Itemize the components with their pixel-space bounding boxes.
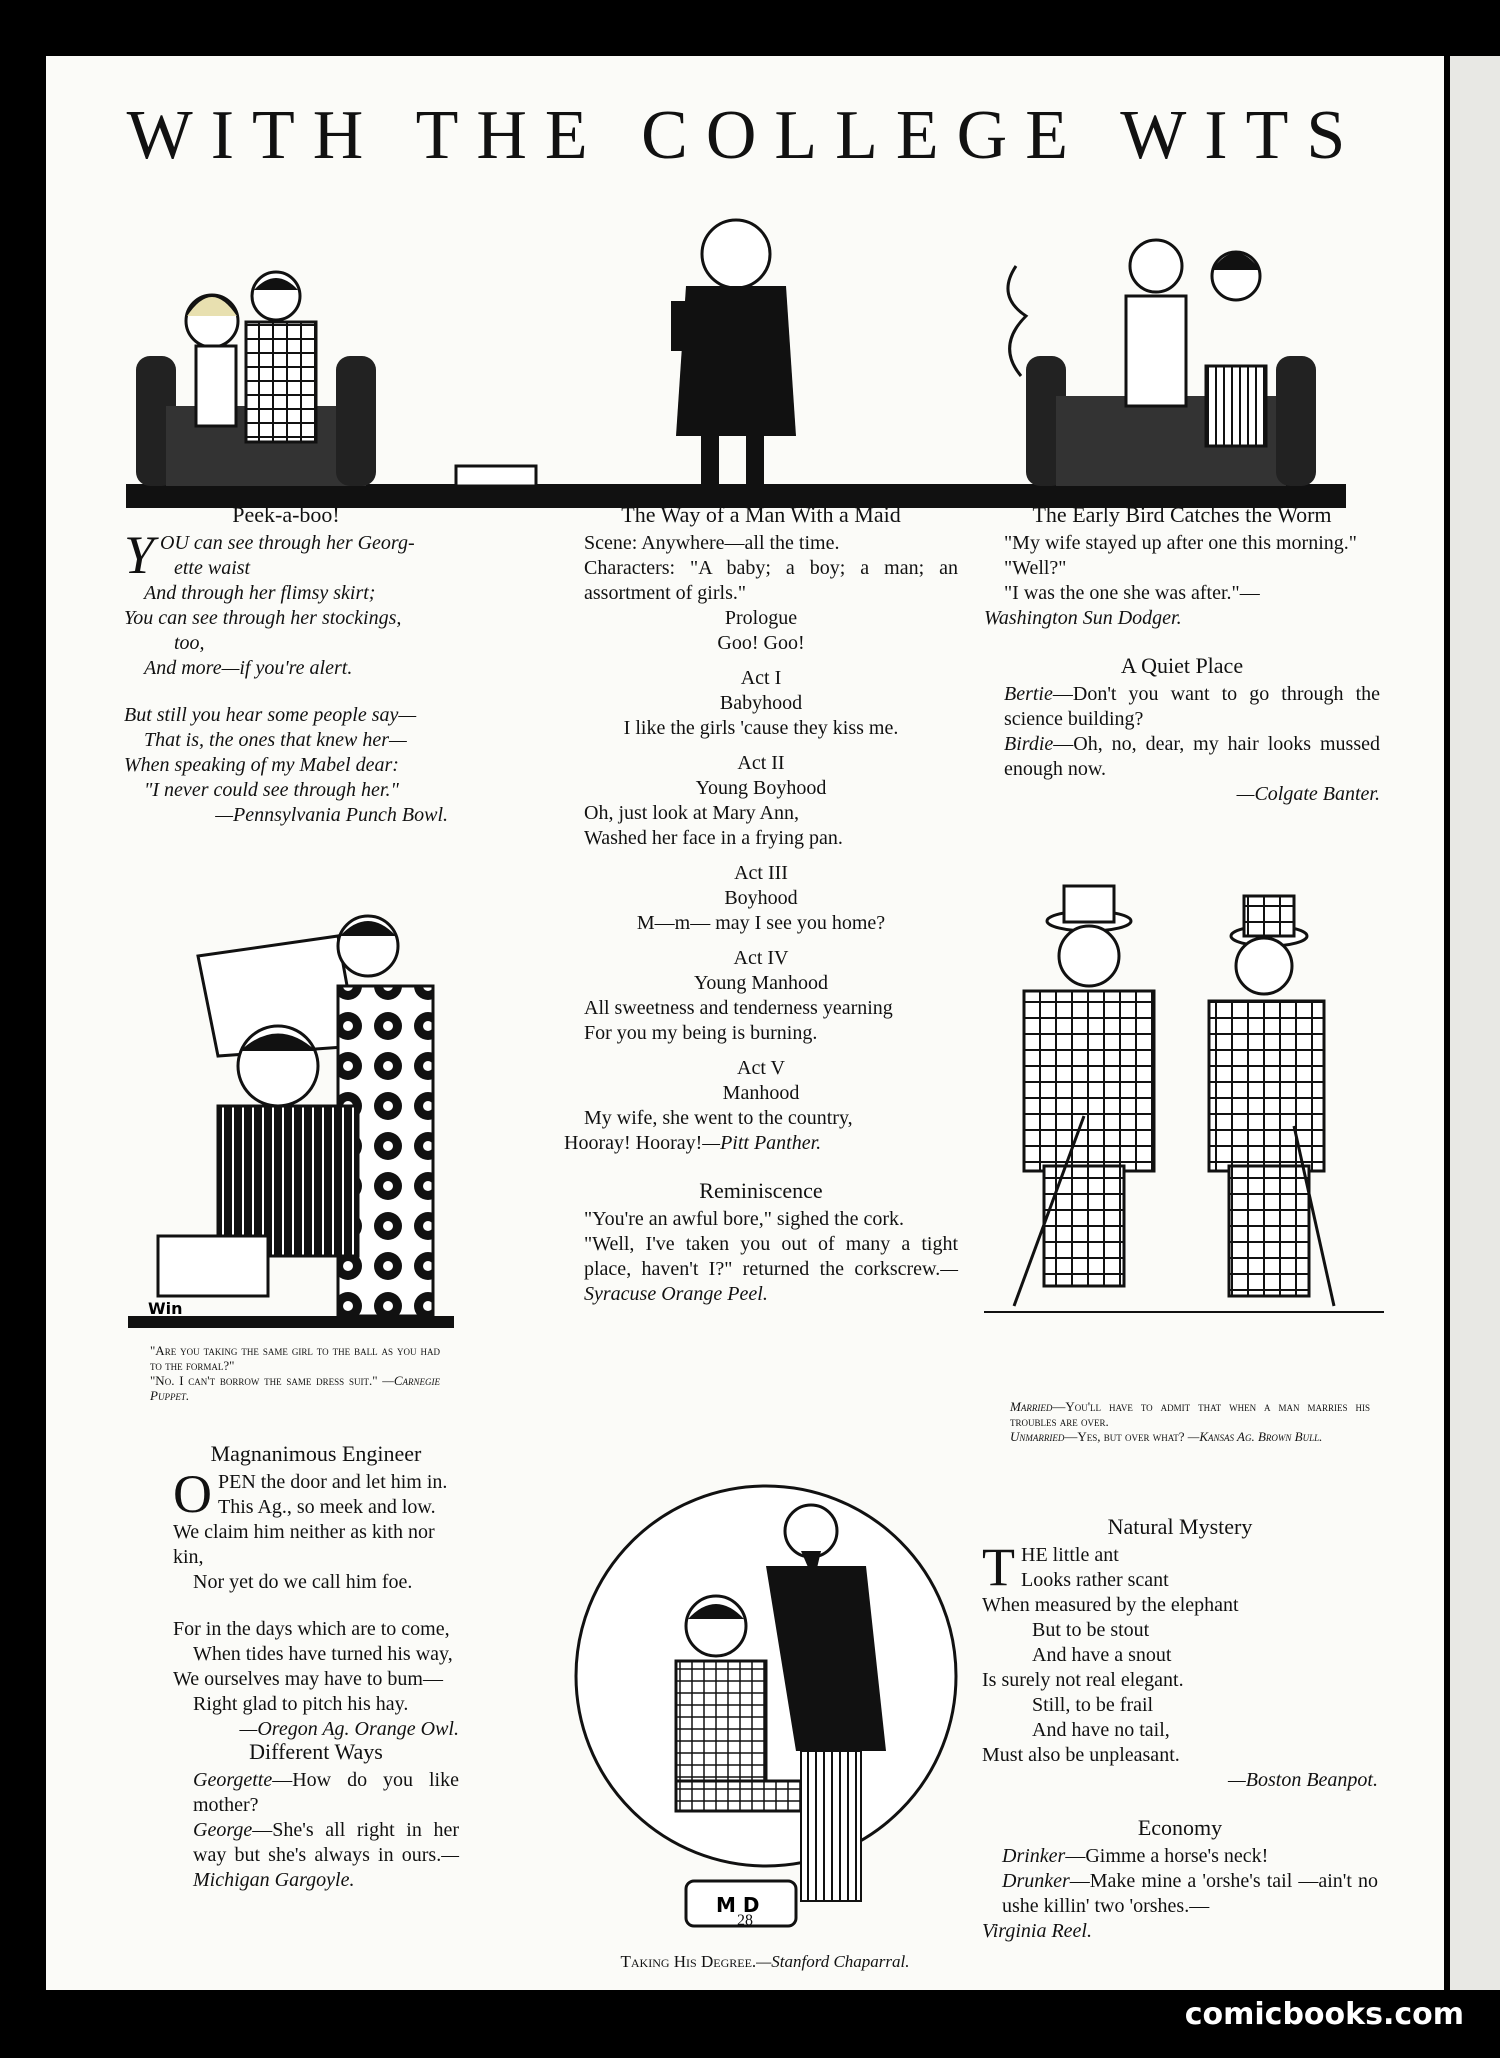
- magazine-page: [46, 56, 1444, 1990]
- play-line: Goo! Goo!: [717, 632, 805, 654]
- cartoon-newspaper: [128, 846, 454, 1376]
- dialogue: —How do you like mother?: [193, 1769, 459, 1816]
- poem-line: too,: [174, 632, 205, 654]
- act-title: Babyhood: [719, 692, 803, 714]
- page-title: WITH THE COLLEGE WITS: [126, 97, 1364, 174]
- source-credit: —Pitt Panther.: [702, 1132, 822, 1154]
- joke-text: "Well, I've taken you out of many a tight place, haven't I?" returned the corkscrew.: [584, 1233, 958, 1280]
- source-credit: —Pennsylvania Punch Bowl.: [215, 804, 448, 826]
- dialogue: —Oh, no, dear, my hair looks mussed enough now.: [1004, 733, 1380, 780]
- poem-line: OU can see through her Georg-: [160, 532, 415, 554]
- act-heading: Act V: [737, 1057, 785, 1079]
- poem-line: You can see through her stockings,: [124, 607, 402, 629]
- speaker: Drinker: [1002, 1845, 1066, 1867]
- cartoon-two-men: [984, 866, 1384, 1316]
- joke-title: Different Ways: [249, 1739, 383, 1764]
- source-credit: Washington Sun Dodger.: [984, 607, 1182, 629]
- joke-text: "I was the one she was after."—: [1004, 582, 1260, 604]
- poem-line: Right glad to pitch his hay.: [193, 1693, 409, 1715]
- play-line: Characters: "A baby; a boy; a man; an assortment of girls.": [584, 557, 958, 604]
- poem-line: HE little ant: [1021, 1544, 1119, 1566]
- speaker: Drunker: [1002, 1870, 1070, 1892]
- poem-line: Looks rather scant: [1021, 1569, 1169, 1591]
- joke-text: "My wife stayed up after one this morning.": [1004, 532, 1357, 554]
- source-credit: —Colgate Banter.: [1236, 783, 1380, 805]
- source-credit: Virginia Reel.: [982, 1920, 1092, 1942]
- caption-line: —Yes, but over what?: [1064, 1429, 1185, 1444]
- source-credit: —Kansas Ag. Brown Bull.: [1187, 1429, 1323, 1444]
- play-line: I like the girls 'cause they kiss me.: [623, 717, 899, 739]
- drop-cap: Y: [124, 525, 155, 585]
- dialogue: —Make mine a 'orshe's tail —ain't no ushe killin' two 'orshes.—: [1002, 1870, 1378, 1917]
- cartoon-caption-2: [560, 1949, 970, 1974]
- cartoon-signature: Win: [148, 1299, 183, 1318]
- poem-line: ette waist: [174, 557, 251, 579]
- speaker: Married: [1010, 1399, 1053, 1414]
- act-heading: Act IV: [733, 947, 789, 969]
- caption-line: —You'll have to admit that when a man marries his troubles are over.: [1010, 1399, 1370, 1429]
- drop-cap: T: [982, 1537, 1015, 1597]
- dialogue: —Don't you want to go through the science building?: [1004, 683, 1380, 730]
- act-title: Young Manhood: [693, 972, 829, 994]
- poem-line: And more—if you're alert.: [144, 657, 353, 679]
- act-heading: Prologue: [724, 607, 798, 629]
- poem-title-engineer: Magnanimous Engineer: [210, 1441, 422, 1466]
- drop-cap: O: [173, 1464, 212, 1524]
- poem-line: That is, the ones that knew her—: [144, 729, 407, 751]
- play-line: M—m— may I see you home?: [636, 912, 886, 934]
- source-credit: —Stanford Chaparral.: [756, 1952, 910, 1971]
- poem-line: Must also be unpleasant.: [982, 1744, 1180, 1766]
- play-line: Scene: Anywhere—all the time.: [584, 532, 840, 554]
- joke-title: Economy: [1137, 1815, 1223, 1840]
- joke-text: "Well?": [1004, 557, 1067, 579]
- play-line: My wife, she went to the country,: [584, 1107, 853, 1129]
- joke-title: Reminiscence: [699, 1178, 823, 1203]
- dialogue: —Gimme a horse's neck!: [1065, 1845, 1269, 1867]
- play-line: All sweetness and tenderness yearning: [584, 997, 893, 1019]
- poem-engineer: [173, 1441, 459, 1742]
- source-credit: —Syracuse Orange Peel.: [584, 1258, 958, 1305]
- act-title: Young Boyhood: [695, 777, 827, 799]
- poem-line: But still you hear some people say—: [124, 704, 417, 726]
- speaker: Bertie: [1004, 683, 1053, 705]
- poem-line: For in the days which are to come,: [173, 1618, 450, 1640]
- speaker: Georgette: [193, 1769, 273, 1791]
- joke-title: A Quiet Place: [1120, 653, 1244, 678]
- act-heading: Act II: [737, 752, 785, 774]
- poem-line: And have no tail,: [1032, 1719, 1170, 1741]
- act-title: Manhood: [722, 1082, 800, 1104]
- act-heading: Act III: [734, 862, 788, 884]
- source-credit: —Carnegie Puppet.: [150, 1373, 441, 1403]
- poem-line: When tides have turned his way,: [193, 1643, 453, 1665]
- speaker: Birdie: [1004, 733, 1054, 755]
- bag-label: M D: [716, 1893, 760, 1917]
- joke-text: "You're an awful bore," sighed the cork.: [584, 1208, 905, 1230]
- joke-title: The Early Bird Catches the Worm: [1032, 502, 1332, 527]
- speaker: George: [193, 1819, 253, 1841]
- cartoon-taking-degree: [566, 1471, 966, 1941]
- play-line: Hooray! Hooray!: [564, 1132, 703, 1154]
- column-2: [564, 502, 958, 1307]
- caption-line: "No. I can't borrow the same dress suit.": [150, 1373, 378, 1388]
- poem-line: "I never could see through her.": [144, 779, 399, 801]
- poem-line: Still, to be frail: [1032, 1694, 1154, 1716]
- poem-line: And have a snout: [1032, 1644, 1172, 1666]
- source-credit: —Michigan Gargoyle.: [193, 1844, 459, 1891]
- speaker: Unmarried: [1010, 1429, 1065, 1444]
- dialogue: —She's all right in her way but she's always in ours.: [193, 1819, 459, 1866]
- poem-line: Nor yet do we call him foe.: [193, 1571, 413, 1593]
- act-title: Boyhood: [724, 887, 798, 909]
- act-heading: Act I: [740, 667, 782, 689]
- watermark: comicbooks.com: [1184, 1997, 1464, 2032]
- page-number: 28: [737, 1912, 753, 1929]
- poem-line: We ourselves may have to bum—: [173, 1668, 443, 1690]
- poem-title-peekaboo: Peek-a-boo!: [232, 502, 340, 527]
- poem-title: Natural Mystery: [1107, 1514, 1253, 1539]
- poem-natural-mystery: [982, 1514, 1378, 1944]
- source-credit: —Boston Beanpot.: [1228, 1769, 1378, 1791]
- poem-line: When speaking of my Mabel dear:: [124, 754, 399, 776]
- poem-line: Is surely not real elegant.: [982, 1669, 1184, 1691]
- column-3: [984, 502, 1380, 807]
- poem-line: This Ag., so meek and low.: [218, 1496, 436, 1518]
- column-1: [124, 502, 448, 828]
- play-title: The Way of a Man With a Maid: [621, 502, 901, 527]
- caption-line: Taking His Degree.: [620, 1952, 757, 1971]
- poem-line: PEN the door and let him in.: [218, 1471, 448, 1493]
- cartoon-caption-1: [150, 1343, 440, 1403]
- source-credit: —Oregon Ag. Orange Owl.: [239, 1718, 459, 1740]
- banner-illustration: [126, 206, 1346, 522]
- poem-line: And through her flimsy skirt;: [144, 582, 376, 604]
- play-line: Oh, just look at Mary Ann,: [584, 802, 799, 824]
- play-line: For you my being is burning.: [584, 1022, 818, 1044]
- page-gutter: [1450, 56, 1500, 1990]
- caption-line: "Are you taking the same girl to the ball as you had to the formal?": [150, 1343, 440, 1373]
- poem-line: But to be stout: [1032, 1619, 1150, 1641]
- joke-different-ways: [173, 1739, 459, 1893]
- play-line: Washed her face in a frying pan.: [584, 827, 843, 849]
- poem-line: When measured by the elephant: [982, 1594, 1239, 1616]
- poem-line: We claim him neither as kith nor kin,: [173, 1521, 435, 1568]
- cartoon-caption-3: [1010, 1399, 1370, 1444]
